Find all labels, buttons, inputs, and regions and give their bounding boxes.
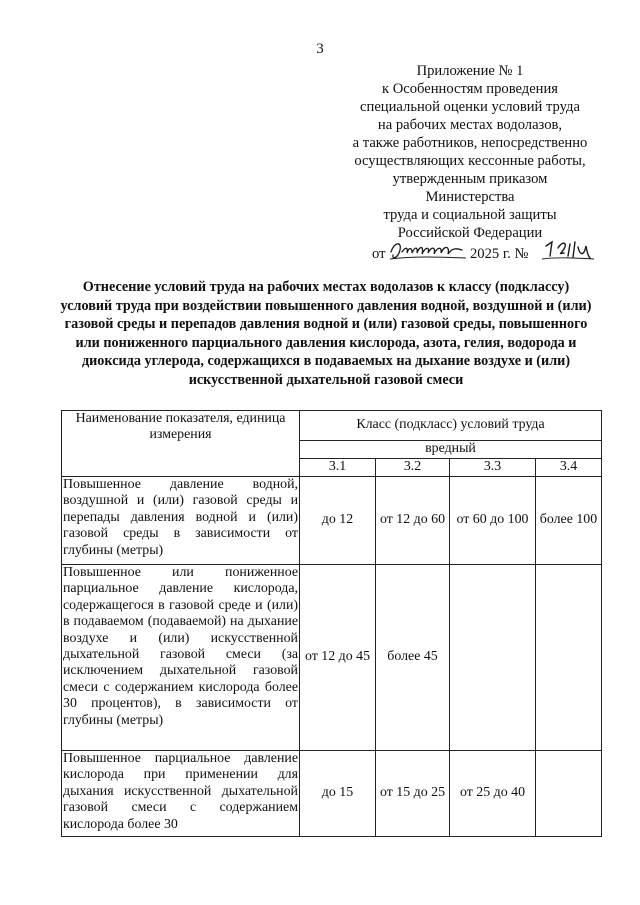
value-cell <box>536 751 602 837</box>
table-row <box>62 477 602 565</box>
value-cell: от 12 до 45 <box>300 565 376 751</box>
header-subclass: 3.2 <box>376 459 450 477</box>
value-cell: до 12 <box>300 477 376 565</box>
header-indicator-name: Наименование показателя, единица измерения <box>62 411 300 477</box>
appendix-line: труда и социальной защиты <box>383 207 557 223</box>
table-row <box>62 565 602 751</box>
value-cell: от 60 до 100 <box>450 477 536 565</box>
appendix-line: Министерства <box>425 189 515 205</box>
appendix-block <box>345 62 595 242</box>
appendix-line: а также работников, непосредственно <box>352 135 588 151</box>
header-subclass: 3.4 <box>536 459 602 477</box>
order-year: 2025 г. № <box>470 246 529 262</box>
appendix-line: специальной оценки условий труда <box>360 99 580 115</box>
value-cell <box>536 565 602 751</box>
page-number: 3 <box>316 41 324 57</box>
value-cell: более 45 <box>376 565 450 751</box>
header-subclass: 3.3 <box>450 459 536 477</box>
appendix-line: к Особенностям проведения <box>381 81 559 97</box>
value-cell: от 12 до 60 <box>376 477 450 565</box>
appendix-line: осуществляющих кессонные работы, <box>354 153 586 169</box>
handwritten-number-signature <box>542 238 594 264</box>
header-class: Класс (подкласс) условий труда <box>300 411 602 441</box>
document-title: Отнесение условий труда на рабочих местах водолазов к классу (подклассу) условий труда при воздействии повышенного давления водной, воздушной и (или) газовой среды и перепадов давления водной и (или) газовой среды, повышенного или пониженного парциального давления кислорода, азота, гелия, водорода и диоксида углерода, содержащихся в подаваемых на дыхание воздухе и (или) искусственной дыхательной газовой смеси <box>60 279 592 388</box>
order-prefix: от <box>372 246 386 262</box>
indicator-name: Повышенное парциальное давление кислорода при применении для дыхания искусственной дыхательной газовой смеси с содержанием кислорода более 30 <box>62 751 300 837</box>
handwritten-date-signature <box>388 238 468 264</box>
indicator-name: Повышенное давление водной, воздушной и (или) газовой среды и перепады давления водной и (или) газовой среды в зависимости от глубины (метры) <box>62 477 300 565</box>
criteria-table <box>61 410 602 837</box>
indicator-name: Повышенное или пониженное парциальное давление кислорода, содержащегося в газовой среде и (или) в подаваемом (подаваемой) на дыхание воздухе и (или) искусственной дыхательной газовой смеси (за исключением дыхательной газовой смеси с содержанием кислорода более 30 процентов), в зависимости от глубины (метры) <box>62 565 300 751</box>
appendix-line: Приложение № 1 <box>416 63 524 79</box>
table-row <box>62 751 602 837</box>
value-cell: от 15 до 25 <box>376 751 450 837</box>
value-cell: от 25 до 40 <box>450 751 536 837</box>
header-harmful: вредный <box>300 441 602 459</box>
value-cell: до 15 <box>300 751 376 837</box>
appendix-line: на рабочих местах водолазов, <box>377 117 563 133</box>
value-cell: более 100 <box>536 477 602 565</box>
appendix-line: Российской Федерации <box>397 225 543 241</box>
appendix-line: утвержденным приказом <box>392 171 548 187</box>
order-line <box>372 244 612 264</box>
header-subclass: 3.1 <box>300 459 376 477</box>
value-cell <box>450 565 536 751</box>
